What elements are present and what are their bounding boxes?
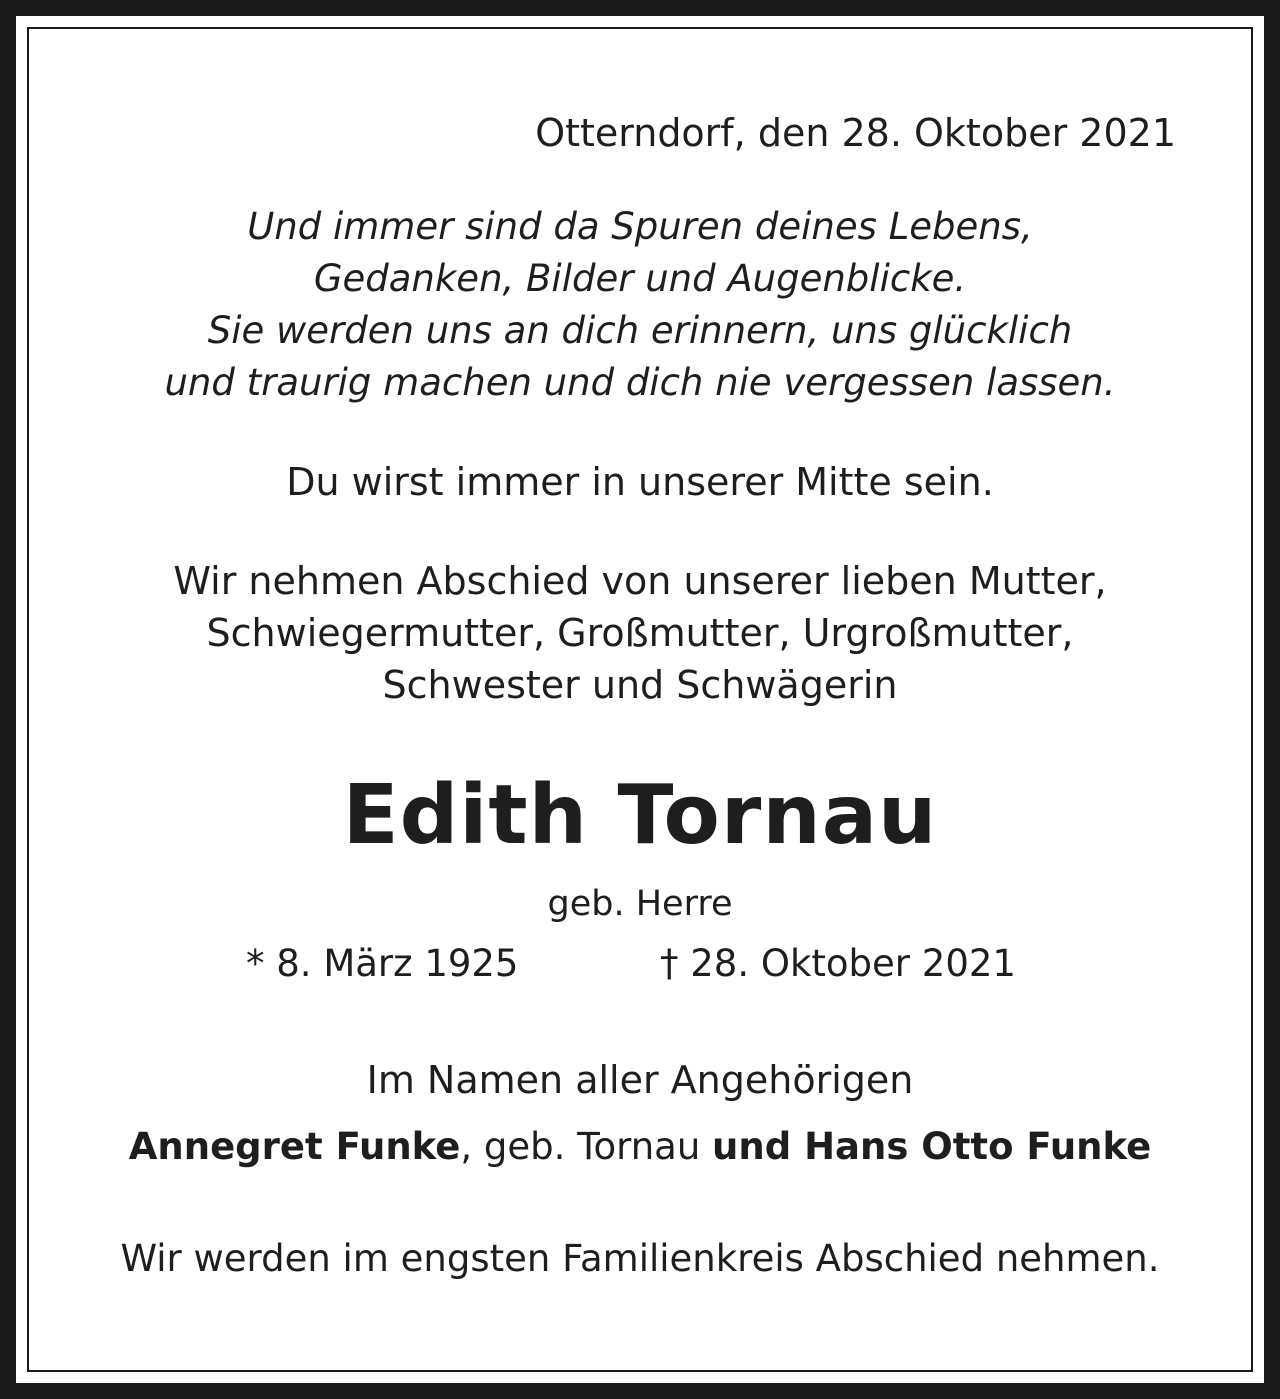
- poem-line: Und immer sind da Spuren deines Lebens,: [247, 205, 1033, 248]
- signers: [0, 1123, 1280, 1171]
- maiden-name: geb. Herre: [547, 884, 733, 924]
- place-date: Otterndorf, den 28. Oktober 2021: [535, 111, 1176, 155]
- deceased-name: Edith Tornau: [342, 768, 938, 863]
- poem-line: Sie werden uns an dich erinnern, uns glücklich: [207, 309, 1073, 352]
- farewell-line: Wir nehmen Abschied von unserer lieben Mutter,: [173, 559, 1107, 603]
- farewell-line: Schwiegermutter, Großmutter, Urgroßmutter,: [206, 611, 1074, 655]
- signer-maiden-note: , geb. Tornau: [460, 1125, 713, 1168]
- middle-line: Du wirst immer in unserer Mitte sein.: [286, 460, 994, 504]
- poem-line: und traurig machen und dich nie vergessen lassen.: [164, 361, 1116, 404]
- farewell-line: Schwester und Schwägerin: [382, 663, 898, 707]
- death-date: † 28. Oktober 2021: [660, 942, 1016, 985]
- signer-name-1: Annegret Funke: [128, 1125, 461, 1168]
- farewell-text: [0, 555, 1280, 711]
- signer-name-2: und Hans Otto Funke: [712, 1125, 1152, 1168]
- closing-line: Wir werden im engsten Familienkreis Abschied nehmen.: [120, 1237, 1160, 1280]
- on-behalf-line: Im Namen aller Angehörigen: [366, 1058, 914, 1102]
- poem: [0, 201, 1280, 409]
- poem-line: Gedanken, Bilder und Augenblicke.: [313, 257, 967, 300]
- birth-date: * 8. März 1925: [246, 942, 519, 985]
